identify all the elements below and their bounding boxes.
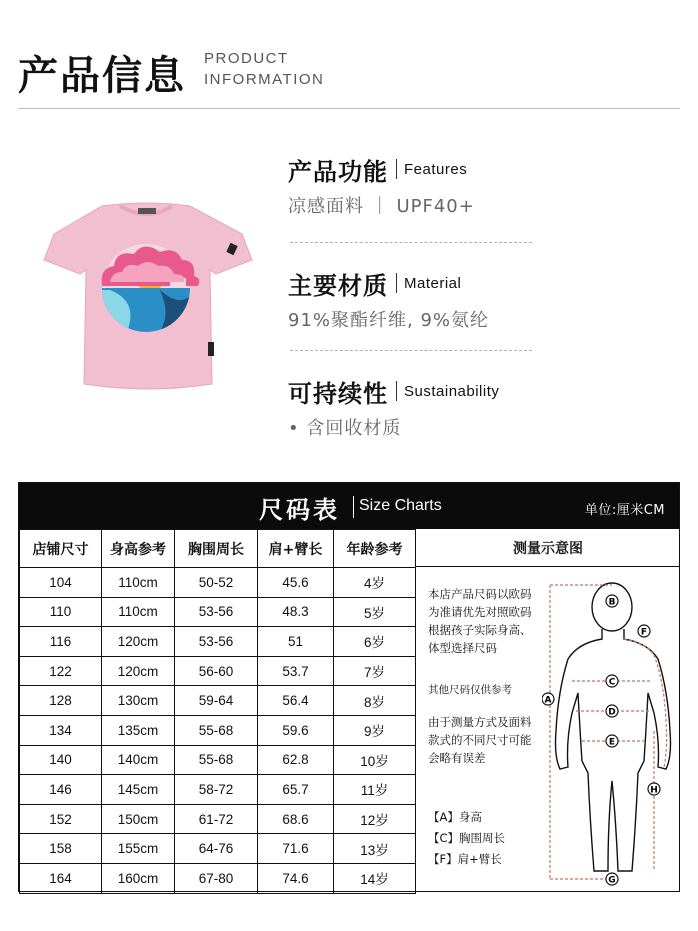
cell-size: 158	[20, 834, 102, 864]
size-note	[428, 585, 550, 657]
cell-height: 160cm	[102, 863, 175, 893]
column-header-height: 身高参考	[102, 530, 175, 568]
table-row	[20, 775, 416, 805]
cell-chest: 55-68	[175, 715, 258, 745]
cell-size: 110	[20, 597, 102, 627]
size-note-line: 为准请优先对照欧码	[428, 605, 532, 619]
cell-chest: 59-64	[175, 686, 258, 716]
size-table-header-row	[20, 530, 416, 568]
page-subtitle-line1: PRODUCT	[204, 50, 289, 67]
marker-a	[542, 693, 554, 706]
svg-text:H: H	[650, 785, 658, 796]
feature-block-sustainability	[288, 374, 548, 440]
marker-e	[606, 735, 618, 748]
measurement-diagram-panel	[415, 529, 680, 891]
sustainability-title: 可持续性	[288, 379, 388, 408]
reference-note: 其他尺码仅供参考	[428, 684, 512, 696]
cell-chest: 56-60	[175, 656, 258, 686]
cell-size: 128	[20, 686, 102, 716]
cell-sleeve: 71.6	[258, 834, 334, 864]
size-chart-unit: 单位:厘米CM	[584, 503, 665, 518]
dashed-divider	[290, 350, 532, 351]
feature-title-en: Features	[404, 160, 468, 178]
cell-age: 8岁	[334, 686, 416, 716]
legend-item-chest: 【C】胸围周长	[428, 831, 506, 845]
table-row	[20, 804, 416, 834]
cell-height: 135cm	[102, 715, 175, 745]
feature-separator	[396, 273, 397, 293]
feature-block-features	[288, 152, 548, 218]
cell-size: 104	[20, 568, 102, 598]
marker-c	[606, 675, 618, 688]
cell-sleeve: 74.6	[258, 863, 334, 893]
size-chart	[18, 482, 680, 892]
size-chart-title-separator	[353, 496, 354, 518]
svg-text:B: B	[608, 597, 616, 608]
material-title: 主要材质	[288, 271, 388, 300]
cell-chest: 55-68	[175, 745, 258, 775]
legend-item-height: 【A】身高	[428, 810, 482, 824]
feature-value: 凉感面料 ｜ UPF40+	[288, 196, 475, 217]
measurement-legend	[428, 807, 505, 870]
sustainability-value: • 含回收材质	[288, 418, 402, 439]
cell-size: 140	[20, 745, 102, 775]
error-note-line: 款式的不同尺寸可能	[428, 733, 532, 747]
cell-age: 5岁	[334, 597, 416, 627]
cell-size: 164	[20, 863, 102, 893]
cell-sleeve: 56.4	[258, 686, 334, 716]
svg-text:E: E	[608, 737, 616, 748]
marker-b	[606, 595, 618, 608]
cell-chest: 53-56	[175, 597, 258, 627]
feature-block-material	[288, 266, 548, 332]
svg-text:G: G	[608, 875, 616, 886]
size-note-line: 根据孩子实际身高、	[428, 623, 532, 637]
svg-text:F: F	[640, 627, 648, 638]
cell-height: 130cm	[102, 686, 175, 716]
header-divider	[18, 108, 680, 109]
column-header-chest: 胸围周长	[175, 530, 258, 568]
feature-separator	[396, 159, 397, 179]
page-header	[18, 40, 680, 110]
error-note	[428, 713, 550, 767]
size-chart-title: 尺码表	[259, 496, 340, 524]
cell-size: 152	[20, 804, 102, 834]
error-note-line: 由于测量方式及面料	[428, 715, 532, 729]
page-title: 产品信息	[18, 53, 186, 99]
table-row	[20, 863, 416, 893]
cell-height: 110cm	[102, 568, 175, 598]
column-header-sleeve: 肩+臂长	[258, 530, 334, 568]
table-row	[20, 745, 416, 775]
cell-age: 10岁	[334, 745, 416, 775]
cell-height: 120cm	[102, 656, 175, 686]
cell-age: 12岁	[334, 804, 416, 834]
cell-height: 120cm	[102, 627, 175, 657]
cell-sleeve: 48.3	[258, 597, 334, 627]
table-row	[20, 656, 416, 686]
column-header-size: 店铺尺寸	[20, 530, 102, 568]
cell-age: 7岁	[334, 656, 416, 686]
size-note-line: 本店产品尺码以欧码	[428, 587, 532, 601]
marker-h	[648, 783, 660, 796]
product-image	[40, 198, 260, 398]
cell-sleeve: 53.7	[258, 656, 334, 686]
figure-body	[556, 629, 671, 871]
cell-age: 9岁	[334, 715, 416, 745]
svg-text:A: A	[544, 695, 552, 706]
cell-sleeve: 51	[258, 627, 334, 657]
sustainability-title-en: Sustainability	[404, 382, 500, 400]
cell-sleeve: 68.6	[258, 804, 334, 834]
size-note-line: 体型选择尺码	[428, 641, 497, 655]
svg-text:D: D	[608, 707, 616, 718]
cell-age: 4岁	[334, 568, 416, 598]
cell-size: 134	[20, 715, 102, 745]
cell-age: 11岁	[334, 775, 416, 805]
cell-sleeve: 62.8	[258, 745, 334, 775]
cell-height: 140cm	[102, 745, 175, 775]
table-row	[20, 686, 416, 716]
cell-age: 6岁	[334, 627, 416, 657]
dashed-divider	[290, 242, 532, 243]
cell-age: 13岁	[334, 834, 416, 864]
cell-height: 110cm	[102, 597, 175, 627]
cell-age: 14岁	[334, 863, 416, 893]
cell-sleeve: 59.6	[258, 715, 334, 745]
cell-height: 155cm	[102, 834, 175, 864]
cell-size: 116	[20, 627, 102, 657]
cell-size: 122	[20, 656, 102, 686]
cell-size: 146	[20, 775, 102, 805]
cell-chest: 64-76	[175, 834, 258, 864]
size-table	[19, 529, 416, 894]
cell-sleeve: 65.7	[258, 775, 334, 805]
error-note-line: 会略有误差	[428, 751, 486, 765]
column-header-age: 年龄参考	[334, 530, 416, 568]
size-chart-header	[19, 483, 679, 529]
measurement-diagram-header: 测量示意图	[416, 529, 680, 567]
page-subtitle	[204, 48, 324, 90]
table-row	[20, 715, 416, 745]
table-row	[20, 597, 416, 627]
marker-f	[638, 625, 650, 638]
cell-chest: 67-80	[175, 863, 258, 893]
cell-height: 150cm	[102, 804, 175, 834]
cell-chest: 50-52	[175, 568, 258, 598]
marker-g	[606, 873, 618, 886]
cell-chest: 53-56	[175, 627, 258, 657]
svg-text:C: C	[608, 677, 616, 688]
material-title-en: Material	[404, 274, 462, 292]
material-value: 91%聚酯纤维, 9%氨纶	[288, 310, 490, 331]
size-chart-title-en: Size Charts	[359, 497, 442, 514]
page-subtitle-line2: INFORMATION	[204, 71, 325, 88]
body-measurement-figure	[542, 581, 678, 889]
cell-sleeve: 45.6	[258, 568, 334, 598]
cell-height: 145cm	[102, 775, 175, 805]
table-row	[20, 627, 416, 657]
marker-d	[606, 705, 618, 718]
feature-title: 产品功能	[288, 157, 388, 186]
feature-separator	[396, 381, 397, 401]
legend-item-sleeve: 【F】肩+臂长	[428, 852, 502, 866]
cell-chest: 58-72	[175, 775, 258, 805]
table-row	[20, 568, 416, 598]
cell-chest: 61-72	[175, 804, 258, 834]
table-row	[20, 834, 416, 864]
